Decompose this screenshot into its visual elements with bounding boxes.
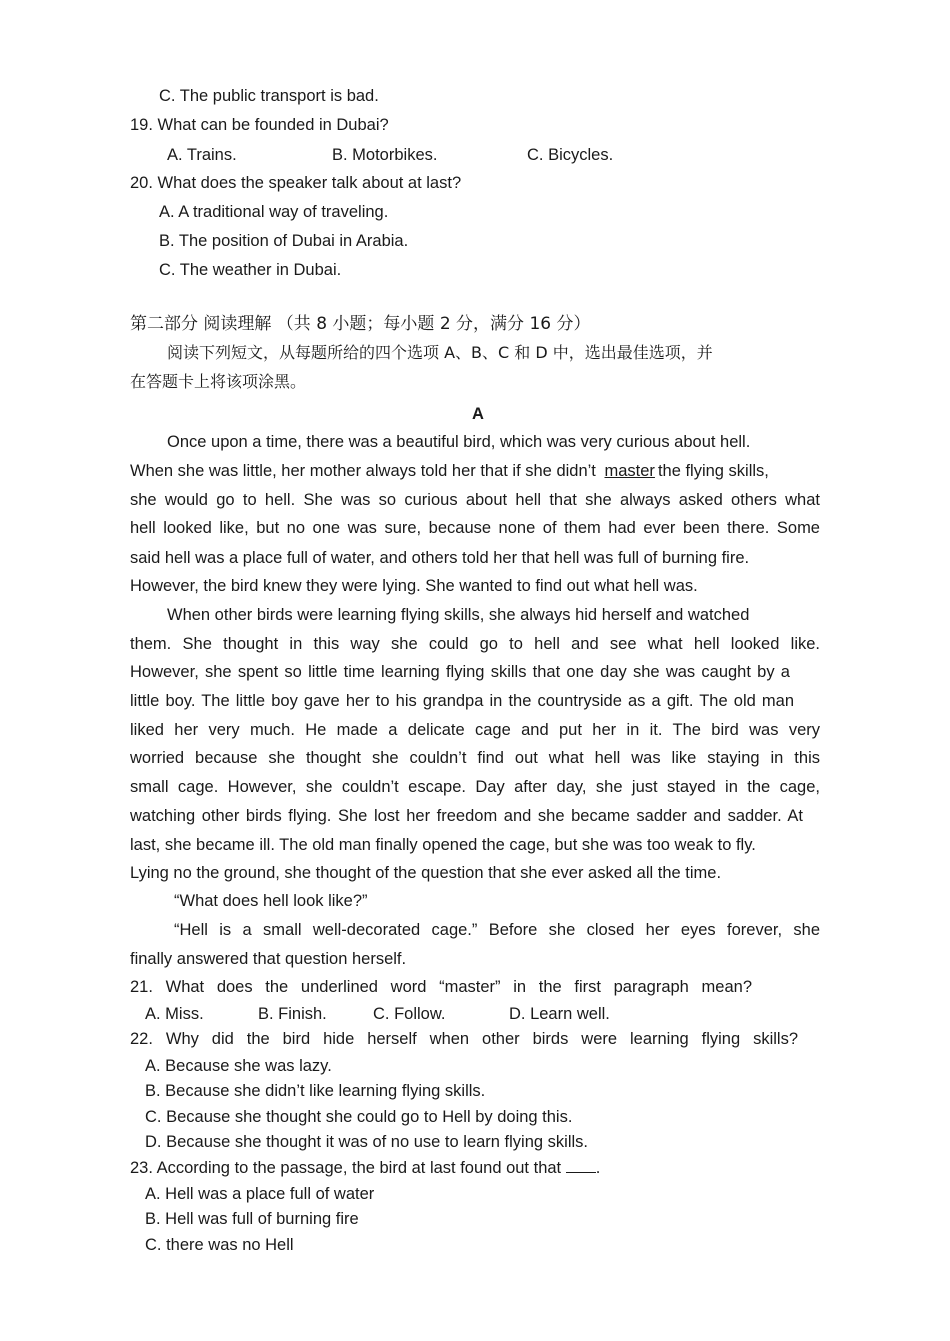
passage-label: A [472, 405, 484, 423]
passage-line: “Hell is a small well-decorated cage.” Before she closed her eyes forever, she [174, 921, 820, 939]
q23-option-a: A. Hell was a place full of water [145, 1185, 375, 1203]
passage-line: she would go to hell. She was so curious about hell that she always asked others what [130, 491, 820, 509]
passage-line: finally answered that question herself. [130, 950, 407, 968]
passage-line: last, she became ill. The old man finally opened the cage, but she was too weak to fly. [130, 836, 756, 854]
q19-option-b: B. Motorbikes. [332, 146, 438, 164]
q21-option-b: B. Finish. [258, 1005, 327, 1023]
q19-option-c: C. Bicycles. [527, 146, 614, 164]
q21-option-d: D. Learn well. [509, 1005, 610, 1023]
passage-line: little boy. The little boy gave her to his grandpa in the countryside as a gift. The old man [130, 692, 794, 710]
part2-instruction-line2: 在答题卡上将该项涂黑。 [130, 372, 307, 391]
q23-stem: 23. According to the passage, the bird at last found out that [130, 1159, 562, 1177]
q22-option-a: A. Because she was lazy. [145, 1057, 332, 1075]
q22-option-b: B. Because she didn’t like learning flying skills. [145, 1082, 486, 1100]
passage-line: them. She thought in this way she could go to hell and see what hell looked like. [130, 635, 820, 653]
passage-line: worried because she thought she couldn’t find out what hell was like staying in this [130, 749, 820, 767]
q20-stem: 20. What does the speaker talk about at last? [130, 174, 462, 192]
passage-text: When she was little, her mother always told her that if she didn’t [130, 462, 596, 480]
passage-text: the flying skills, [657, 462, 769, 480]
q21-stem: 21. What does the underlined word “master” in the first paragraph mean? [130, 978, 752, 996]
passage-line: liked her very much. He made a delicate cage and put her in it. The bird was very [130, 721, 820, 739]
q23-stem-end: . [595, 1159, 601, 1177]
q19-option-a: A. Trains. [167, 146, 237, 164]
q22-option-d: D. Because she thought it was of no use to learn flying skills. [145, 1133, 588, 1151]
q20-option-c: C. The weather in Dubai. [159, 261, 342, 279]
passage-line: Lying no the ground, she thought of the question that she ever asked all the time. [130, 864, 722, 882]
passage-line: hell looked like, but no one was sure, because none of them had ever been there. Some [130, 519, 820, 537]
q22-option-c: C. Because she thought she could go to Hell by doing this. [145, 1108, 573, 1126]
q21-option-a: A. Miss. [145, 1005, 204, 1023]
answer-blank [566, 1158, 596, 1173]
q23-option-b: B. Hell was full of burning fire [145, 1210, 359, 1228]
passage-line: However, she spent so little time learning flying skills that one day she was caught by a [130, 663, 790, 681]
passage-line: “What does hell look like?” [174, 892, 368, 910]
q19-stem: 19. What can be founded in Dubai? [130, 116, 389, 134]
q23-stem-line [130, 1158, 600, 1178]
passage-line: small cage. However, she couldn’t escape. Day after day, she just stayed in the cage, [130, 778, 820, 796]
q22-stem: 22. Why did the bird hide herself when other birds were learning flying skills? [130, 1030, 798, 1048]
passage-line: watching other birds flying. She lost her freedom and she became sadder and sadder. At [130, 807, 803, 825]
part2-heading: 第二部分 阅读理解 （共 8 小题；每小题 2 分，满分 16 分） [130, 314, 591, 334]
passage-line [130, 461, 769, 481]
q20-option-b: B. The position of Dubai in Arabia. [159, 232, 409, 250]
q18-option-c: C. The public transport is bad. [159, 87, 379, 105]
passage-line: However, the bird knew they were lying. She wanted to find out what hell was. [130, 577, 698, 595]
q20-option-a: A. A traditional way of traveling. [159, 203, 389, 221]
passage-line: Once upon a time, there was a beautiful bird, which was very curious about hell. [167, 433, 751, 451]
q21-option-c: C. Follow. [373, 1005, 446, 1023]
q23-option-c: C. there was no Hell [145, 1236, 294, 1254]
passage-line: said hell was a place full of water, and others told her that hell was full of burning fire. [130, 549, 750, 567]
part2-instruction-line1: 阅读下列短文，从每题所给的四个选项 A、B、C 和 D 中，选出最佳选项，并 [167, 343, 713, 362]
underlined-word-master: master [604, 462, 655, 480]
passage-line: When other birds were learning flying skills, she always hid herself and watched [167, 606, 750, 624]
